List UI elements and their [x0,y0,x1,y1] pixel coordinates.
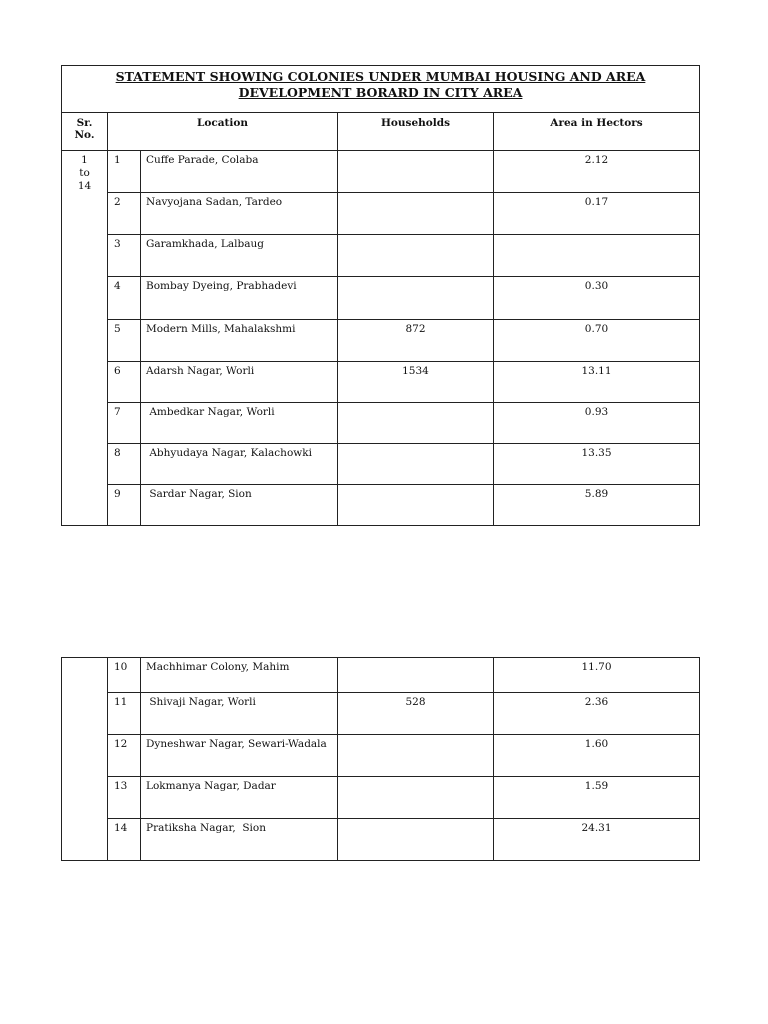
row-location: Modern Mills, Mahalakshmi [141,320,338,362]
row-number: 3 [108,235,141,277]
row-area: 13.35 [494,444,700,485]
row-number: 4 [108,277,141,320]
row-area: 0.30 [494,277,700,320]
row-households [338,735,494,777]
header-area: Area in Hectors [494,113,700,151]
row-area: 11.70 [494,658,700,693]
row-location: Lokmanya Nagar, Dadar [141,777,338,819]
table-row [62,362,700,403]
row-area: 2.12 [494,151,700,193]
header-households: Households [338,113,494,151]
row-area [494,235,700,277]
header-sr-line2: No. [74,129,95,141]
colonies-table-page-1 [61,65,700,526]
table-title [62,66,700,113]
row-number: 9 [108,485,141,526]
row-number: 14 [108,819,141,861]
row-households [338,235,494,277]
row-location: Pratiksha Nagar, Sion [141,819,338,861]
row-number: 2 [108,193,141,235]
row-location: Bombay Dyeing, Prabhadevi [141,277,338,320]
row-location: Cuffe Parade, Colaba [141,151,338,193]
header-sr-no [62,113,108,151]
row-location: Navyojana Sadan, Tardeo [141,193,338,235]
row-households [338,819,494,861]
header-sr-line1: Sr. [76,117,93,129]
row-location: Adarsh Nagar, Worli [141,362,338,403]
row-number: 8 [108,444,141,485]
row-location: Garamkhada, Lalbaug [141,235,338,277]
row-area: 1.59 [494,777,700,819]
table-row [62,151,700,193]
row-households [338,151,494,193]
group-serial-text: 1 [81,154,88,166]
group-serial-text: to [79,167,90,179]
table-row [62,693,700,735]
row-area: 13.11 [494,362,700,403]
row-area: 0.70 [494,320,700,362]
row-number: 12 [108,735,141,777]
row-households: 1534 [338,362,494,403]
row-households [338,403,494,444]
row-location: Shivaji Nagar, Worli [141,693,338,735]
row-households [338,777,494,819]
row-households: 872 [338,320,494,362]
row-location: Sardar Nagar, Sion [141,485,338,526]
row-location: Machhimar Colony, Mahim [141,658,338,693]
table-row [62,444,700,485]
row-area: 2.36 [494,693,700,735]
group-serial-cell-continued [62,658,108,861]
row-area: 5.89 [494,485,700,526]
table-row [62,277,700,320]
title-line-2: DEVELOPMENT BORARD IN CITY AREA [238,85,523,100]
table-row [62,403,700,444]
table-row [62,235,700,277]
row-number: 10 [108,658,141,693]
row-area: 0.17 [494,193,700,235]
row-number: 7 [108,403,141,444]
row-location: Ambedkar Nagar, Worli [141,403,338,444]
row-households [338,658,494,693]
row-households: 528 [338,693,494,735]
row-area: 0.93 [494,403,700,444]
row-area: 1.60 [494,735,700,777]
row-number: 6 [108,362,141,403]
table-row [62,735,700,777]
row-number: 5 [108,320,141,362]
table-row [62,777,700,819]
row-area: 24.31 [494,819,700,861]
table-row [62,320,700,362]
row-location: Abhyudaya Nagar, Kalachowki [141,444,338,485]
row-households [338,485,494,526]
header-location: Location [108,113,338,151]
table-row [62,658,700,693]
group-serial-cell [62,151,108,526]
colonies-table-page-2 [61,657,700,861]
row-households [338,193,494,235]
table-row [62,193,700,235]
row-location: Dyneshwar Nagar, Sewari-Wadala [141,735,338,777]
row-households [338,277,494,320]
table-row [62,485,700,526]
row-number: 13 [108,777,141,819]
row-number: 11 [108,693,141,735]
title-line-1: STATEMENT SHOWING COLONIES UNDER MUMBAI HOUSING AND AREA [115,69,646,84]
row-households [338,444,494,485]
table-row [62,819,700,861]
group-serial-text: 14 [77,180,92,192]
row-number: 1 [108,151,141,193]
